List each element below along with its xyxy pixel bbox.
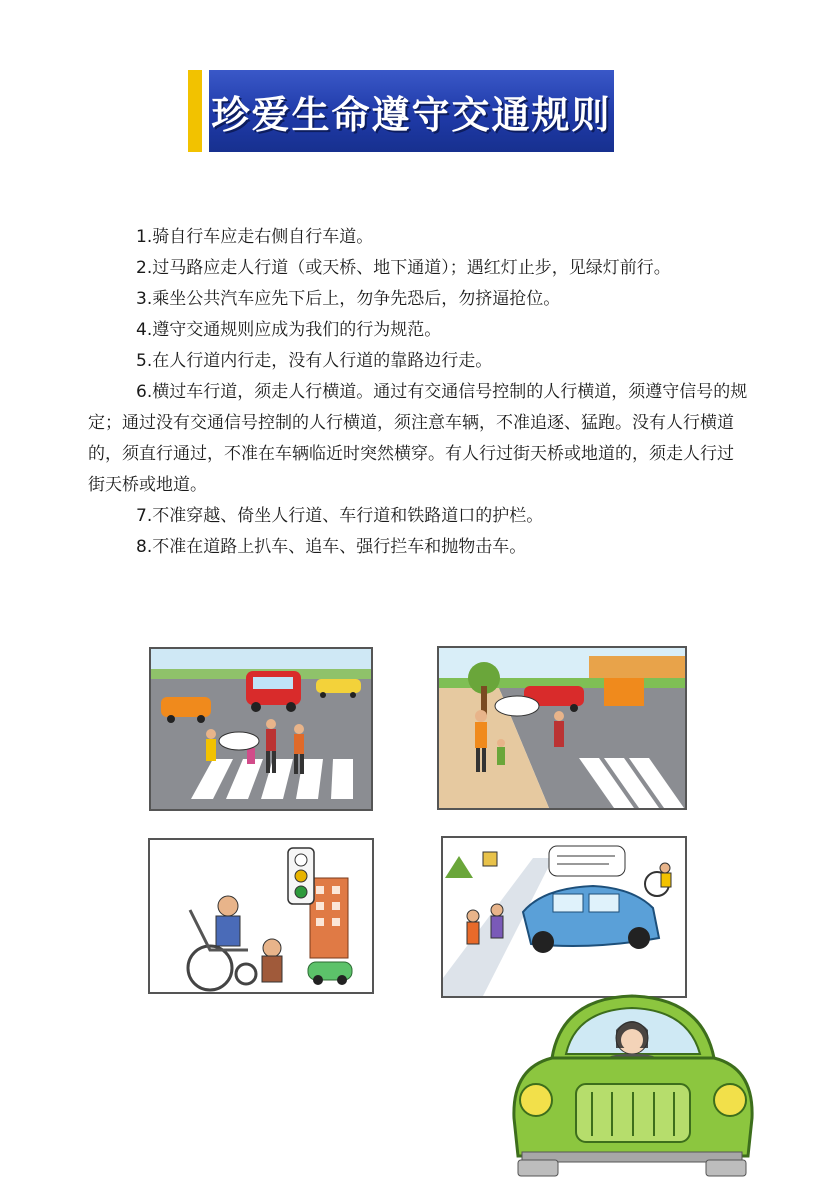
rule-item: 8.不准在道路上扒车、追车、强行拦车和抛物击车。 — [136, 537, 527, 557]
illustration-car-near-children — [441, 836, 687, 998]
rule-item: 7.不准穿越、倚坐人行道、车行道和铁路道口的护栏。 — [136, 506, 544, 526]
illustration-wheelchair — [148, 838, 374, 994]
rule-item: 6.横过车行道，须走人行横道。通过有交通信号控制的人行横道，须遵守信号的规定；通过没有交通信号控制的人行横道，须注意车辆，不准追逐、猛跑。没有人行横道的，须直行通过，不准在车辆临近时突然横穿。有人行过街天桥或地道的，须走人行过街天桥或地道。 — [88, 382, 748, 495]
rule-item: 2.过马路应走人行道（或天桥、地下通道）；遇红灯止步，见绿灯前行。 — [136, 258, 671, 278]
rule-item: 3.乘坐公共汽车应先下后上，勿争先恐后，勿挤逼抢位。 — [136, 289, 561, 309]
rules-list — [88, 222, 748, 563]
rule-item: 1.骑自行车应走右侧自行车道。 — [136, 227, 374, 247]
illustration-zebra-crossing — [149, 647, 373, 811]
title-banner — [209, 70, 614, 152]
title-accent-bar — [188, 70, 202, 152]
rule-item: 5.在人行道内行走，没有人行道的靠路边行走。 — [136, 351, 493, 371]
green-car-illustration — [492, 988, 772, 1178]
illustration-sidewalk — [437, 646, 687, 810]
rule-item: 4.遵守交通规则应成为我们的行为规范。 — [136, 320, 442, 340]
page-title: 珍爱生命遵守交通规则 — [211, 92, 612, 137]
